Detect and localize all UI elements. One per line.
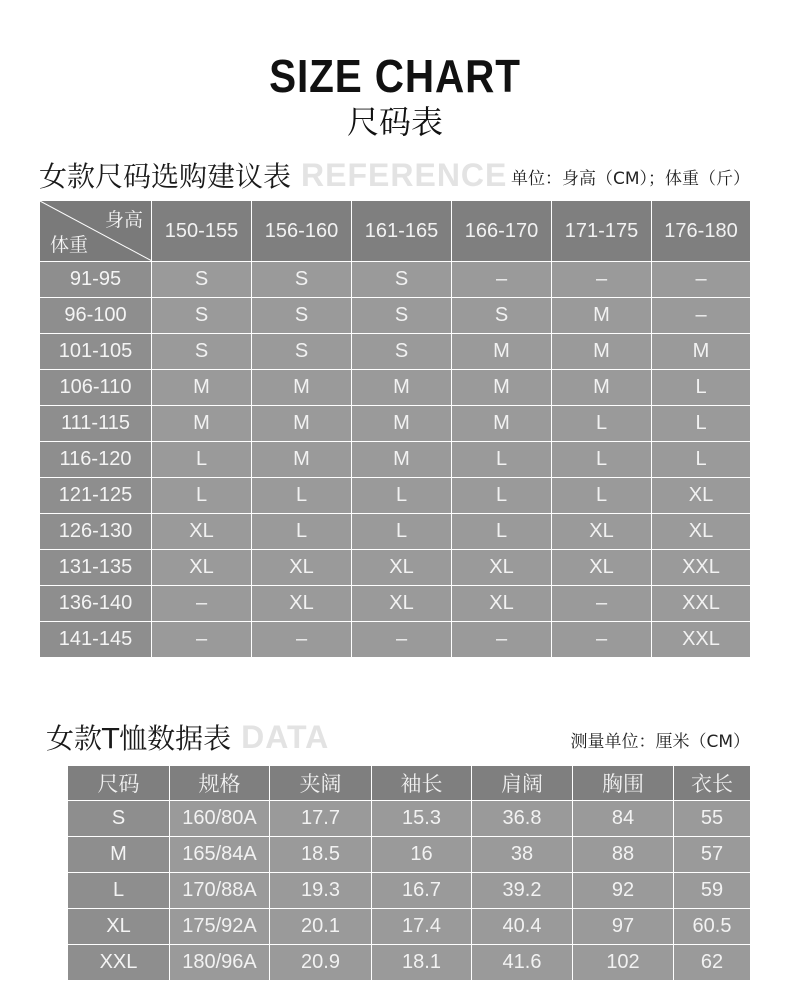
table-row — [68, 837, 751, 873]
size-cell: S — [352, 334, 452, 370]
measurement-cell: 39.2 — [472, 873, 573, 909]
table-row — [40, 442, 751, 478]
data-column-header: 尺码 — [68, 766, 170, 801]
size-cell: XL — [452, 586, 552, 622]
reference-header-row — [40, 201, 751, 262]
size-cell: L — [552, 442, 652, 478]
measurement-cell: 41.6 — [472, 945, 573, 981]
size-cell: – — [252, 622, 352, 658]
size-cell: L — [652, 370, 751, 406]
data-table-body — [68, 801, 751, 981]
data-column-header: 夹阔 — [270, 766, 372, 801]
measurement-cell: 84 — [573, 801, 674, 837]
size-cell: XL — [152, 514, 252, 550]
size-cell: L — [652, 442, 751, 478]
data-title-en: DATA — [241, 719, 330, 755]
table-row — [40, 334, 751, 370]
size-row-header: L — [68, 873, 170, 909]
data-column-header: 胸围 — [573, 766, 674, 801]
table-row — [40, 262, 751, 298]
size-cell: S — [252, 262, 352, 298]
height-column-header: 176-180 — [652, 201, 751, 262]
size-cell: L — [552, 478, 652, 514]
data-header-row — [68, 766, 751, 801]
size-cell: – — [452, 262, 552, 298]
weight-row-header: 136-140 — [40, 586, 152, 622]
weight-row-header: 96-100 — [40, 298, 152, 334]
height-column-header: 171-175 — [552, 201, 652, 262]
size-cell: L — [152, 442, 252, 478]
measurement-cell: 59 — [674, 873, 751, 909]
measurement-cell: 20.1 — [270, 909, 372, 945]
size-cell: XXL — [652, 622, 751, 658]
height-column-header: 161-165 — [352, 201, 452, 262]
measurement-cell: 57 — [674, 837, 751, 873]
size-cell: XXL — [652, 586, 751, 622]
reference-table-body — [40, 262, 751, 658]
size-cell: XL — [152, 550, 252, 586]
table-row — [68, 801, 751, 837]
measurement-cell: 16.7 — [372, 873, 472, 909]
size-cell: XL — [652, 478, 751, 514]
size-cell: M — [352, 406, 452, 442]
height-column-header: 150-155 — [152, 201, 252, 262]
size-row-header: M — [68, 837, 170, 873]
measurement-cell: 36.8 — [472, 801, 573, 837]
size-cell: L — [552, 406, 652, 442]
measurement-cell: 62 — [674, 945, 751, 981]
measurement-cell: 160/80A — [170, 801, 270, 837]
size-cell: M — [152, 406, 252, 442]
measurement-cell: 60.5 — [674, 909, 751, 945]
corner-height-label: 身高 — [104, 210, 143, 231]
size-cell: M — [652, 334, 751, 370]
size-cell: S — [152, 262, 252, 298]
page-subtitle: 尺码表 — [346, 103, 443, 141]
measurement-cell: 38 — [472, 837, 573, 873]
reference-unit-note: 单位：身高（CM）；体重（斤） — [510, 169, 750, 189]
measurement-cell: 17.7 — [270, 801, 372, 837]
table-row — [40, 622, 751, 658]
weight-row-header: 106-110 — [40, 370, 152, 406]
size-cell: XL — [452, 550, 552, 586]
size-cell: L — [652, 406, 751, 442]
measurement-cell: 92 — [573, 873, 674, 909]
data-column-header: 规格 — [170, 766, 270, 801]
size-cell: M — [452, 406, 552, 442]
size-cell: M — [252, 370, 352, 406]
size-cell: XL — [252, 550, 352, 586]
weight-row-header: 101-105 — [40, 334, 152, 370]
size-cell: – — [152, 622, 252, 658]
size-row-header: S — [68, 801, 170, 837]
size-cell: L — [352, 514, 452, 550]
size-cell: M — [252, 406, 352, 442]
measurement-cell: 18.1 — [372, 945, 472, 981]
size-cell: – — [152, 586, 252, 622]
data-column-header: 衣长 — [674, 766, 751, 801]
size-cell: XL — [352, 550, 452, 586]
size-cell: M — [352, 442, 452, 478]
measurement-cell: 170/88A — [170, 873, 270, 909]
size-cell: XL — [552, 550, 652, 586]
size-cell: XXL — [652, 550, 751, 586]
measurement-cell: 180/96A — [170, 945, 270, 981]
measurement-cell: 16 — [372, 837, 472, 873]
size-cell: S — [352, 298, 452, 334]
weight-row-header: 131-135 — [40, 550, 152, 586]
size-cell: – — [552, 586, 652, 622]
table-row — [40, 298, 751, 334]
size-cell: M — [352, 370, 452, 406]
data-column-header: 袖长 — [372, 766, 472, 801]
size-cell: M — [552, 334, 652, 370]
size-cell: M — [252, 442, 352, 478]
size-cell: – — [452, 622, 552, 658]
size-cell: XL — [252, 586, 352, 622]
measurement-cell: 20.9 — [270, 945, 372, 981]
size-row-header: XL — [68, 909, 170, 945]
size-cell: S — [252, 298, 352, 334]
measurement-cell: 165/84A — [170, 837, 270, 873]
table-row — [40, 478, 751, 514]
measurement-cell: 102 — [573, 945, 674, 981]
data-title-cn: 女款T恤数据表 — [46, 722, 232, 755]
size-cell: M — [552, 370, 652, 406]
reference-title-en: REFERENCE — [301, 157, 508, 193]
measurement-cell: 175/92A — [170, 909, 270, 945]
measurement-cell: 40.4 — [472, 909, 573, 945]
measurement-cell: 97 — [573, 909, 674, 945]
measurement-cell: 18.5 — [270, 837, 372, 873]
size-row-header: XXL — [68, 945, 170, 981]
page-title: SIZE CHART — [269, 50, 521, 102]
size-cell: – — [352, 622, 452, 658]
data-section-title — [46, 720, 329, 756]
table-row — [40, 514, 751, 550]
table-row — [68, 873, 751, 909]
size-cell: L — [452, 514, 552, 550]
table-row — [40, 406, 751, 442]
size-cell: L — [452, 478, 552, 514]
size-cell: S — [452, 298, 552, 334]
size-cell: L — [152, 478, 252, 514]
size-cell: L — [452, 442, 552, 478]
data-unit-note: 测量单位：厘米（CM） — [570, 732, 750, 752]
size-cell: S — [352, 262, 452, 298]
reference-section-title — [39, 158, 507, 194]
size-cell: – — [552, 622, 652, 658]
measurement-cell: 55 — [674, 801, 751, 837]
table-row — [40, 586, 751, 622]
size-cell: – — [552, 262, 652, 298]
size-cell: M — [452, 370, 552, 406]
size-cell: L — [252, 514, 352, 550]
size-cell: S — [152, 334, 252, 370]
measurement-cell: 88 — [573, 837, 674, 873]
corner-weight-label: 体重 — [50, 235, 89, 256]
table-row — [40, 370, 751, 406]
size-cell: L — [252, 478, 352, 514]
table-row — [68, 909, 751, 945]
table-row — [68, 945, 751, 981]
weight-row-header: 111-115 — [40, 406, 152, 442]
size-cell: S — [152, 298, 252, 334]
weight-row-header: 126-130 — [40, 514, 152, 550]
reference-corner-cell — [40, 201, 152, 262]
height-column-header: 166-170 — [452, 201, 552, 262]
measurement-cell: 19.3 — [270, 873, 372, 909]
size-cell: – — [652, 298, 751, 334]
size-cell: L — [352, 478, 452, 514]
weight-row-header: 91-95 — [40, 262, 152, 298]
measurement-cell: 17.4 — [372, 909, 472, 945]
reference-title-cn: 女款尺码选购建议表 — [39, 160, 292, 193]
weight-row-header: 141-145 — [40, 622, 152, 658]
size-cell: – — [652, 262, 751, 298]
size-cell: M — [452, 334, 552, 370]
size-cell: XL — [552, 514, 652, 550]
garment-data-table — [67, 765, 751, 981]
size-cell: M — [152, 370, 252, 406]
weight-row-header: 116-120 — [40, 442, 152, 478]
data-column-header: 肩阔 — [472, 766, 573, 801]
measurement-cell: 15.3 — [372, 801, 472, 837]
size-cell: S — [252, 334, 352, 370]
weight-row-header: 121-125 — [40, 478, 152, 514]
height-column-header: 156-160 — [252, 201, 352, 262]
size-cell: XL — [352, 586, 452, 622]
reference-table — [39, 200, 751, 658]
table-row — [40, 550, 751, 586]
size-cell: M — [552, 298, 652, 334]
size-cell: XL — [652, 514, 751, 550]
